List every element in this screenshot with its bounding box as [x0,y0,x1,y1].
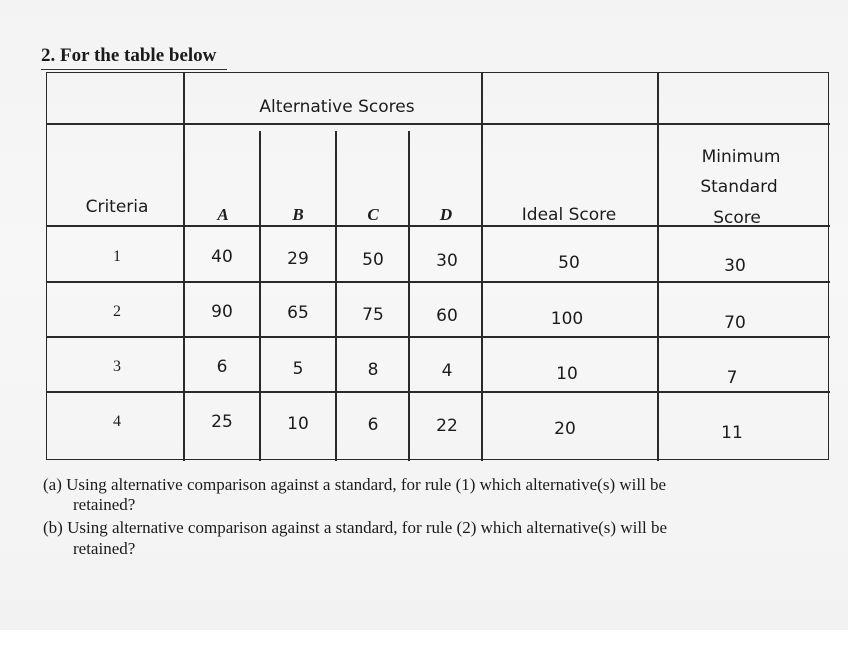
row-2-criteria: 2 [113,303,121,320]
row-4-criteria: 4 [113,413,121,430]
row-2-ideal: 100 [550,309,584,329]
ideal-header: Ideal Score [521,205,617,225]
row-3-c: 8 [367,360,379,380]
row-3-b: 5 [292,359,304,379]
alt-header-a: A [217,205,229,224]
rule-after-d [481,73,483,461]
row-1-minimum: 30 [724,256,746,276]
minimum-header-line-2: Standard [700,177,778,197]
title-underline [41,69,227,70]
part-b-line-2: retained? [73,539,136,558]
row-2-a: 90 [211,302,233,322]
alt-header-d: D [439,205,453,224]
row-2-d: 60 [436,306,458,326]
row-4-d: 22 [436,416,458,436]
alt-header-b: B [292,205,304,224]
row-1-d: 30 [436,251,458,271]
row-4-b: 10 [287,414,309,434]
row-1-criteria: 1 [113,248,121,265]
row-3-minimum: 7 [726,368,738,388]
rule-after-ideal [657,73,659,461]
row-2-minimum: 70 [724,313,746,333]
rule-after-criteria [183,73,185,461]
question-title: 2. For the table below [41,45,217,66]
row-4-minimum: 11 [721,423,743,443]
minimum-header-line-3: Score [713,208,761,228]
row-1-b: 29 [287,249,309,269]
row-4-c: 6 [367,415,379,435]
alt-header-c: C [367,205,379,224]
row-1-c: 50 [362,250,384,270]
row-4-ideal: 20 [554,419,576,439]
rule-under-row-1 [47,281,830,283]
row-4-a: 25 [211,412,233,432]
rule-under-row-3 [47,391,830,393]
row-3-a: 6 [216,357,228,377]
row-3-ideal: 10 [556,364,578,384]
bottom-margin [0,630,848,647]
group-header: Alternative Scores [259,97,415,117]
minimum-header-line-1: Minimum [701,147,781,167]
part-a-line-1: (a) Using alternative comparison against a standard, for rule (1) which alternative(s) will be [43,475,667,494]
rule-after-a [259,131,261,461]
part-b-line-1: (b) Using alternative comparison against a standard, for rule (2) which alternative(s) will be [43,518,668,537]
row-1-a: 40 [211,247,233,267]
rule-after-b [335,131,337,461]
criteria-header: Criteria [85,197,149,217]
part-a-line-2: retained? [73,495,136,514]
rule-after-c [408,131,410,461]
score-table [46,72,829,460]
rule-under-group-header [47,123,830,125]
row-3-d: 4 [441,361,453,381]
rule-under-row-2 [47,336,830,338]
row-1-ideal: 50 [558,253,580,273]
row-2-b: 65 [287,303,309,323]
row-3-criteria: 3 [113,358,121,375]
row-2-c: 75 [362,305,384,325]
